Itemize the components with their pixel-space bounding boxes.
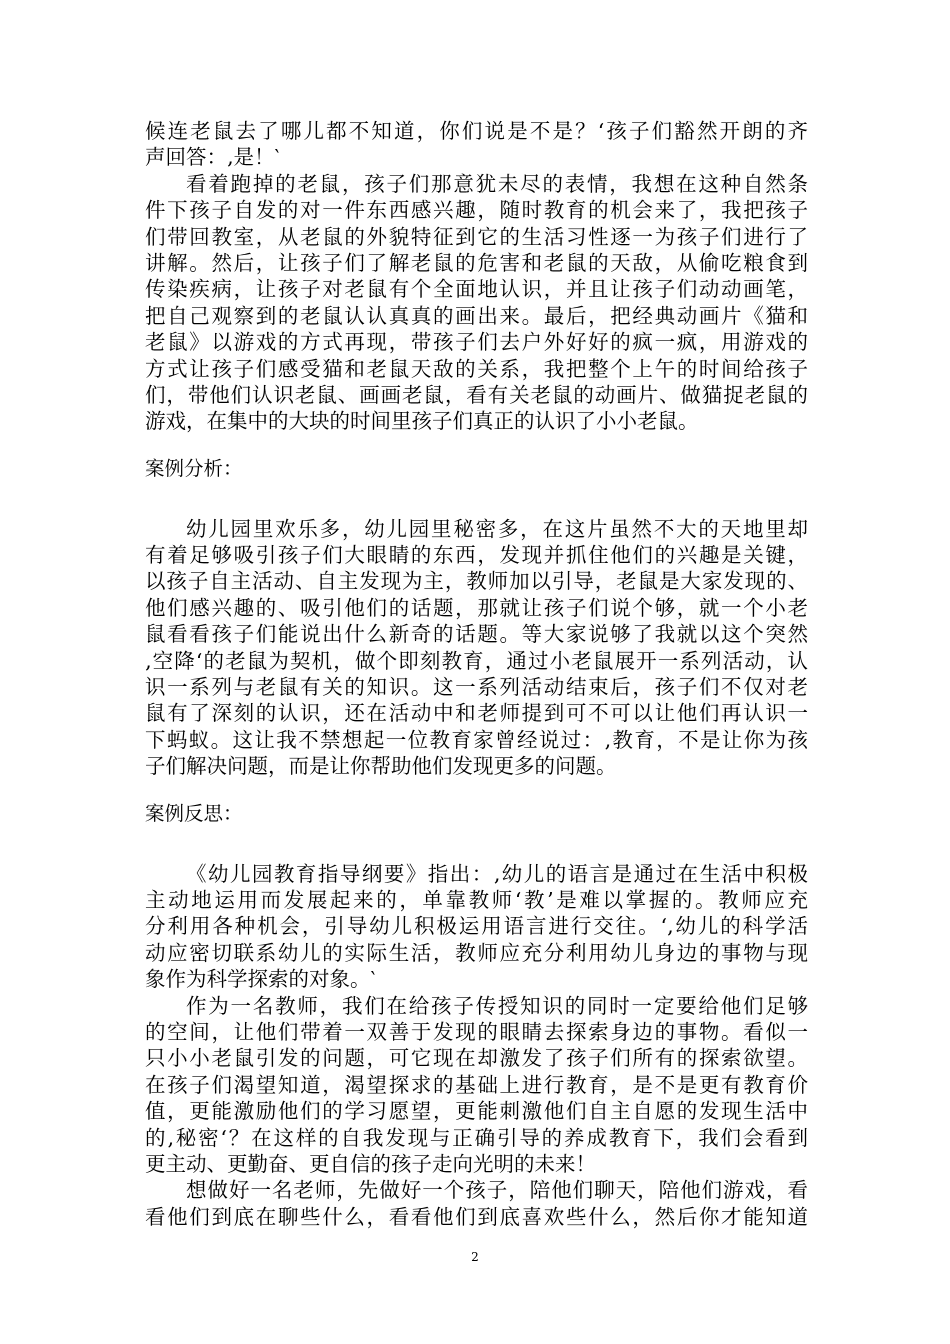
paragraph: [145, 861, 808, 993]
text-line: 们带回教室，从老鼠的外貌特征到它的生活习性逐一为孩子们进行了: [145, 224, 808, 249]
paragraph: [145, 993, 808, 1178]
paragraph: [145, 516, 808, 780]
spacer: [145, 482, 808, 516]
text-line: 老鼠》以游戏的方式再现，带孩子们去户外好好的疯一疯，用游戏的: [145, 330, 808, 355]
spacer: [145, 780, 808, 801]
text-line: 传染疾病，让孩子对老鼠有个全面地认识，并且让孩子们动动画笔，: [145, 277, 808, 302]
text-line: 他们感兴趣的、吸引他们的话题，那就让孩子们说个够，就一个小老: [145, 595, 808, 620]
text-line: 的‚秘密‘？在这样的自我发现与正确引导的养成教育下，我们会看到: [145, 1125, 808, 1150]
spacer: [145, 827, 808, 861]
text-line: 想做好一名老师，先做好一个孩子，陪他们聊天，陪他们游戏，看: [186, 1178, 808, 1203]
text-line: 只小小老鼠引发的问题，可它现在却激发了孩子们所有的探索欲望。: [145, 1046, 808, 1071]
text-line: 识一系列与老鼠有关的知识。这一系列活动结束后，孩子们不仅对老: [145, 675, 808, 700]
spacer: [145, 435, 808, 456]
text-line: 《幼儿园教育指导纲要》指出：‚幼儿的语言是通过在生活中积极: [186, 861, 808, 886]
text-line: 鼠看看孩子们能说出什么新奇的话题。等大家说够了我就以这个突然: [145, 622, 808, 647]
text-line: 声回答：‚是！‵: [145, 145, 280, 170]
text-line: 有着足够吸引孩子们大眼睛的东西，发现并抓住他们的兴趣是关键，: [145, 543, 808, 568]
text-line: 游戏，在集中的大块的时间里孩子们真正的认识了小小老鼠。: [145, 409, 699, 434]
text-line: 们，带他们认识老鼠、画画老鼠，看有关老鼠的动画片、做猫捉老鼠的: [145, 382, 808, 407]
document-body: [145, 118, 808, 1230]
text-line: 看他们到底在聊些什么，看看他们到底喜欢些什么，然后你才能知道: [145, 1204, 808, 1229]
text-line: 鼠有了深刻的认识，还在活动中和老师提到可不可以让他们再认识一: [145, 701, 808, 726]
paragraph: [145, 171, 808, 435]
text-line: 子们解决问题，而是让你帮助他们发现更多的问题。: [145, 754, 617, 779]
text-line: 作为一名教师，我们在给孩子传授知识的同时一定要给他们足够: [186, 993, 808, 1018]
text-line: ‚空降‘的老鼠为契机，做个即刻教育，通过小老鼠展开一系列活动，认: [145, 648, 808, 673]
text-line: 下蚂蚁。这让我不禁想起一位教育家曾经说过：‚教育，不是让你为孩: [145, 727, 808, 752]
text-line: 在孩子们渴望知道，渴望探求的基础上进行教育，是不是更有教育价: [145, 1072, 808, 1097]
paragraph: [145, 1177, 808, 1230]
text-line: 把自己观察到的老鼠认认真真的画出来。最后，把经典动画片《猫和: [145, 303, 808, 328]
text-line: 以孩子自主活动、自主发现为主，教师加以引导，老鼠是大家发现的、: [145, 569, 808, 594]
text-line: 动应密切联系幼儿的实际生活，教师应充分利用幼儿身边的事物与现: [145, 940, 808, 965]
paragraph: [145, 118, 808, 171]
section-heading-case-analysis: 案例分析：: [145, 456, 243, 480]
text-line: 象作为科学探索的对象。‵: [145, 967, 376, 992]
text-line: 分利用各种机会，引导幼儿积极运用语言进行交往。‘‚幼儿的科学活: [145, 914, 808, 939]
text-line: 候连老鼠去了哪儿都不知道，你们说是不是？‘孩子们豁然开朗的齐: [145, 119, 808, 143]
text-line: 更主动、更勤奋、更自信的孩子走向光明的未来！: [145, 1151, 596, 1176]
text-line: 件下孩子自发的对一件东西感兴趣，随时教育的机会来了，我把孩子: [145, 198, 808, 223]
section-heading-case-reflection: 案例反思：: [145, 801, 243, 825]
text-line: 方式让孩子们感受猫和老鼠天敌的关系，我把整个上午的时间给孩子: [145, 356, 808, 381]
page-number: 2: [471, 1250, 479, 1264]
text-line: 值，更能激励他们的学习愿望，更能刺激他们自主自愿的发现生活中: [145, 1099, 808, 1124]
text-line: 的空间，让他们带着一双善于发现的眼睛去探索身边的事物。看似一: [145, 1019, 808, 1044]
text-line: 主动地运用而发展起来的，单靠教师‘教’是难以掌握的。教师应充: [145, 887, 808, 912]
text-line: 看着跑掉的老鼠，孩子们那意犹未尽的表情，我想在这种自然条: [186, 171, 808, 196]
text-line: 讲解。然后，让孩子们了解老鼠的危害和老鼠的天敌，从偷吃粮食到: [145, 250, 808, 275]
text-line: 幼儿园里欢乐多，幼儿园里秘密多，在这片虽然不大的天地里却: [186, 516, 808, 541]
